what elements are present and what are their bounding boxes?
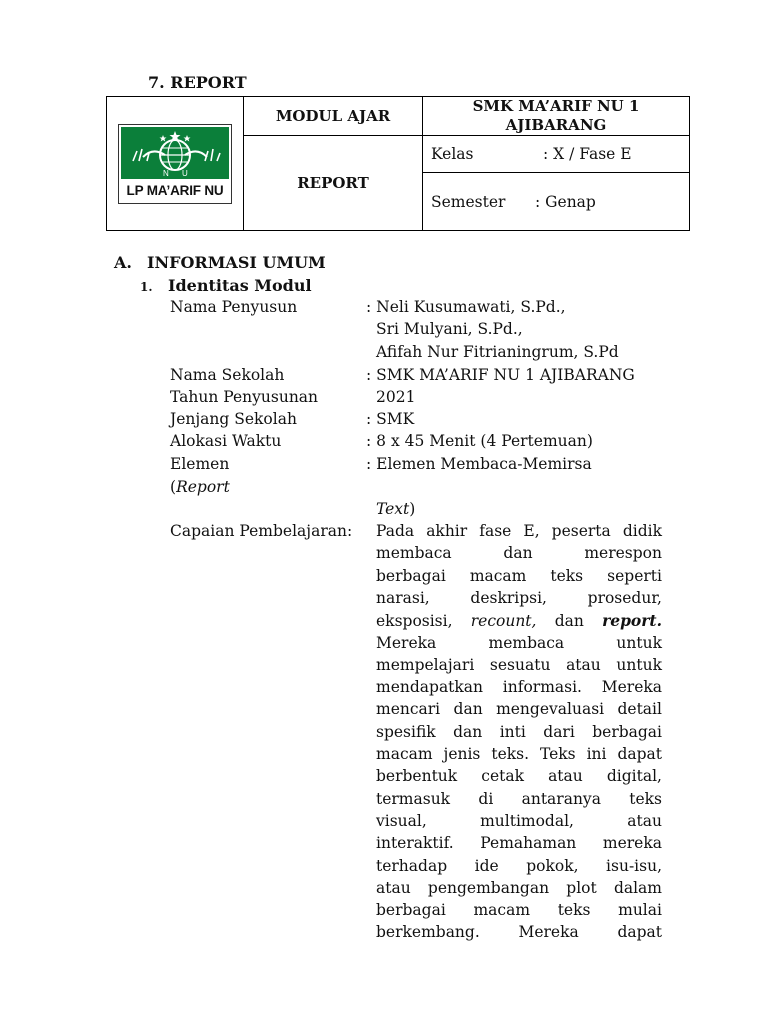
capaian-line: atau pengembangan plot dalam — [376, 878, 662, 897]
row-value: Sri Mulyani, S.Pd., — [376, 320, 523, 338]
report-word: Report — [176, 478, 230, 496]
nu-globe-icon — [121, 127, 229, 179]
capaian-line: spesifik dan inti dari berbagai — [376, 722, 663, 741]
module-header-table — [106, 96, 690, 231]
capaian-line: interaktif. Pemahaman mereka — [376, 834, 662, 853]
capaian-line: berkembang. Mereka dapat — [376, 923, 662, 942]
capaian-line: berbentuk cetak atau digital, — [376, 767, 662, 786]
capaian-line: mendapatkan informasi. Mereka — [376, 678, 662, 697]
lp-maarif-nu-logo — [118, 124, 232, 204]
logo-cell — [107, 97, 244, 231]
capaian-line: mencari dan mengevaluasi detail — [376, 700, 662, 719]
row-label: Jenjang Sekolah — [170, 410, 297, 428]
text-word: Text — [376, 500, 410, 518]
topic-cell: REPORT — [244, 136, 423, 231]
info-heading-letter: A. — [114, 253, 132, 272]
row-label: Nama Sekolah — [170, 366, 285, 384]
row-label: Tahun Penyusunan — [170, 388, 319, 406]
section-title — [148, 73, 247, 92]
svg-text:U: U — [182, 168, 188, 178]
capaian-line: eksposisi, recount, dan report. — [376, 611, 662, 631]
section-title-text: REPORT — [170, 73, 247, 92]
semester-label: Semester — [431, 192, 506, 211]
semester-cell — [423, 173, 690, 231]
info-heading — [114, 253, 326, 272]
row-label: Nama Penyusun — [170, 298, 298, 316]
capaian-line: narasi, deskripsi, prosedur, — [376, 588, 662, 607]
capaian-label: Capaian Pembelajaran: — [170, 522, 353, 540]
subheading-text: Identitas Modul — [168, 276, 312, 295]
capaian-line: Mereka membaca untuk — [376, 633, 662, 652]
row-value: : SMK — [366, 410, 415, 428]
row-value: Afifah Nur Fitrianingrum, S.Pd — [376, 343, 619, 361]
row-label: Elemen — [170, 455, 230, 473]
capaian-line: membaca dan merespon — [376, 544, 662, 563]
kelas-value: : X / Fase E — [543, 145, 632, 163]
row-value: : SMK MA’ARIF NU 1 AJIBARANG — [366, 366, 635, 384]
capaian-line: berbagai macam teks seperti — [376, 566, 662, 585]
modul-ajar-cell: MODUL AJAR — [244, 97, 423, 136]
kelas-cell — [423, 136, 690, 173]
capaian-line: macam jenis teks. Teks ini dapat — [376, 745, 663, 763]
subheading — [140, 276, 312, 295]
school-name-cell — [423, 97, 690, 136]
logo-emblem — [121, 127, 229, 179]
row-value: : Elemen Membaca-Memirsa — [366, 455, 592, 473]
text-word-line — [376, 500, 415, 518]
logo-text: LP MA’ARIF NU — [126, 182, 224, 198]
capaian-line: visual, multimodal, atau — [376, 811, 662, 830]
kelas-label: Kelas — [431, 145, 474, 163]
capaian-line: termasuk di antaranya teks — [376, 789, 662, 808]
paren-open: ( — [170, 478, 177, 496]
subheading-number: 1. — [140, 280, 153, 294]
row-value: 2021 — [376, 388, 416, 406]
report-label — [170, 478, 230, 496]
row-label: Alokasi Waktu — [170, 432, 282, 450]
school-name-line2: AJIBARANG — [505, 116, 607, 134]
capaian-line: mempelajari sesuatu atau untuk — [376, 655, 662, 674]
row-value: : Neli Kusumawati, S.Pd., — [366, 298, 566, 316]
capaian-line: Pada akhir fase E, peserta didik — [376, 522, 662, 540]
paren-close: ) — [409, 500, 416, 518]
school-name-line1: SMK MA’ARIF NU 1 — [472, 97, 640, 115]
capaian-line: terhadap ide pokok, isu-isu, — [376, 856, 662, 875]
svg-text:N: N — [163, 168, 169, 178]
section-number: 7. — [148, 73, 165, 92]
capaian-line: berbagai macam teks mulai — [376, 901, 662, 920]
info-heading-text: INFORMASI UMUM — [147, 253, 326, 272]
semester-value: : Genap — [535, 192, 596, 211]
row-value: : 8 x 45 Menit (4 Pertemuan) — [366, 432, 593, 450]
